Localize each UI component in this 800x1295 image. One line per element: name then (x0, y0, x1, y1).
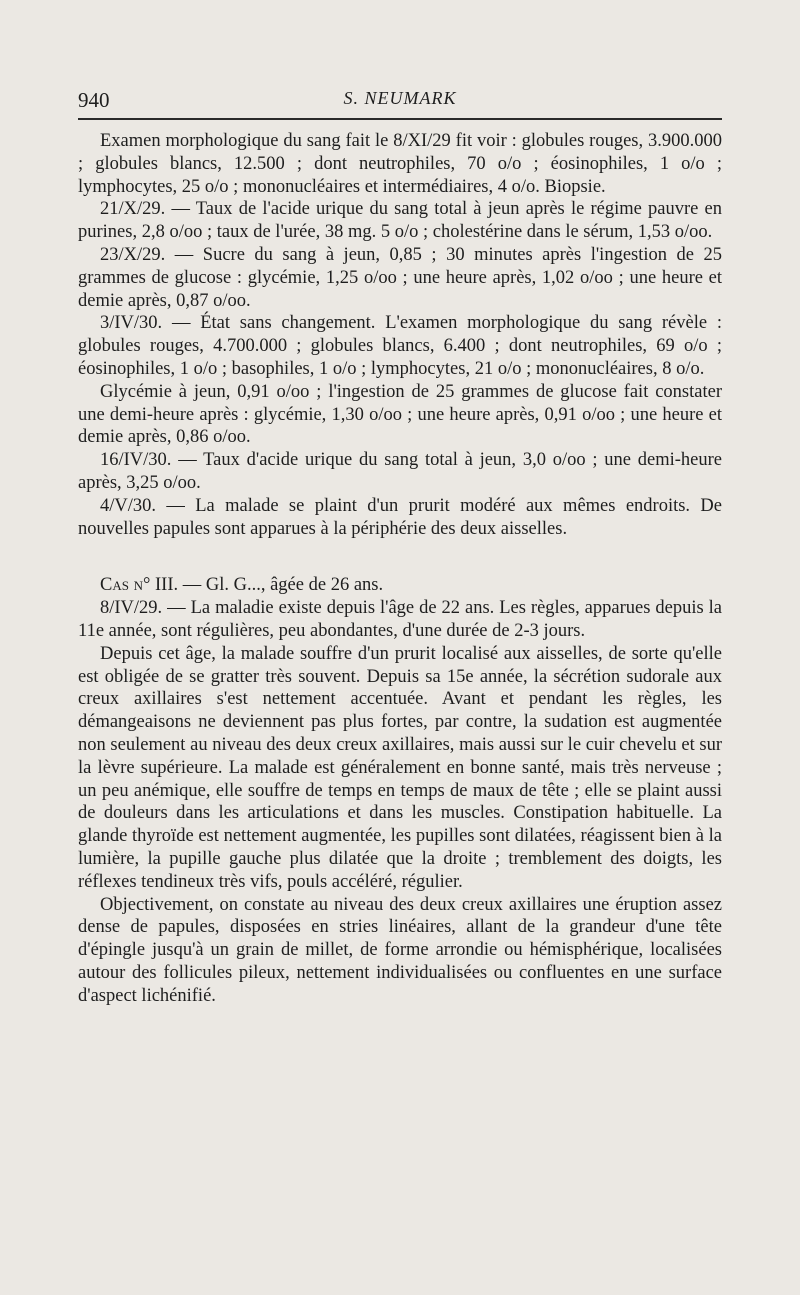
section-gap (78, 540, 722, 574)
paragraph: 4/V/30. — La malade se plaint d'un prurit modéré aux mêmes endroits. De nouvelles papules sont apparues à la périphérie des deux aisselles. (78, 495, 722, 539)
page-header (78, 88, 722, 118)
paragraph: 23/X/29. — Sucre du sang à jeun, 0,85 ; 30 minutes après l'ingestion de 25 grammes de glucose : glycémie, 1,25 o/oo ; une heure après, 1,02 o/oo ; une heure et demie après, 0,87 o/oo. (78, 244, 722, 311)
paragraph: Depuis cet âge, la malade souffre d'un prurit localisé aux aisselles, de sorte qu'elle est obligée de se gratter très souvent. Depuis sa 15e année, la sécrétion sudorale aux creux axillaires s'est nettement accentuée. Avant et pendant les règles, les démangeaisons ne deviennent pas plus fortes, par contre, la sudation est augmentée non seulement au niveau des deux creux axillaires, mais aussi sur le cuir chevelu et sur la lèvre supérieure. La malade est généralement en bonne santé, mais très nerveuse ; un peu anémique, elle souffre de temps en temps de maux de tête ; elle se plaint aussi de douleurs dans les articulations et dans les muscles. Constipation habituelle. La glande thyroïde est nettement augmentée, les pupilles sont dilatées, réagissent bien à la lumière, la pupille gauche plus dilatée que la droite ; tremblement des doigts, les réflexes tendineux très vifs, pouls accéléré, régulier. (78, 643, 722, 892)
running-title: S. NEUMARK (343, 88, 457, 108)
paragraph: 16/IV/30. — Taux d'acide urique du sang total à jeun, 3,0 o/oo ; une demi-heure après, 3,25 o/oo. (78, 450, 722, 493)
body-text (78, 130, 722, 1007)
paragraph: Objectivement, on constate au niveau des deux creux axillaires une éruption assez dense de papules, disposées en stries linéaires, allant de la grandeur d'une tête d'épingle jusqu'à un grain de millet, de forme arrondie ou hémisphérique, localisées autour des follicules pileux, nettement individualisées ou confluentes en une surface d'aspect lichénifié. (78, 894, 722, 1006)
header-rule (78, 118, 722, 120)
case-heading-text: — Gl. G..., âgée de 26 ans. (178, 575, 384, 596)
paragraph: 8/IV/29. — La maladie existe depuis l'âge de 22 ans. Les règles, apparues depuis la 11e année, sont régulières, peu abondantes, d'une durée de 2-3 jours. (78, 598, 722, 641)
case-heading (78, 574, 722, 597)
paragraph: 3/IV/30. — État sans changement. L'examen morphologique du sang révèle : globules rouges, 4.700.000 ; globules blancs, 6.400 ; dont neutrophiles, 69 o/o ; éosinophiles, 1 o/o ; basophiles, 1 o/o ; lymphocytes, 21 o/o ; mononucléaires, 8 o/o. (78, 313, 722, 379)
page-number: 940 (78, 88, 110, 112)
case-label: Cas n° III. (100, 575, 179, 596)
paragraph: Glycémie à jeun, 0,91 o/oo ; l'ingestion de 25 grammes de glucose fait constater une demi-heure après : glycémie, 1,30 o/oo ; une heure après, 0,91 o/oo ; une heure et demie après, 0,86 o/oo. (78, 381, 722, 448)
paragraph: 21/X/29. — Taux de l'acide urique du sang total à jeun après le régime pauvre en purines, 2,8 o/oo ; taux de l'urée, 38 mg. 5 o/o ; cholestérine dans le sérum, 1,53 o/oo. (78, 199, 722, 243)
paragraph: Examen morphologique du sang fait le 8/XI/29 fit voir : globules rouges, 3.900.000 ; globules blancs, 12.500 ; dont neutrophiles, 70 o/o ; éosinophiles, 1 o/o ; lymphocytes, 25 o/o ; mononucléaires et intermédiaires, 4 o/o. Biopsie. (78, 131, 722, 197)
